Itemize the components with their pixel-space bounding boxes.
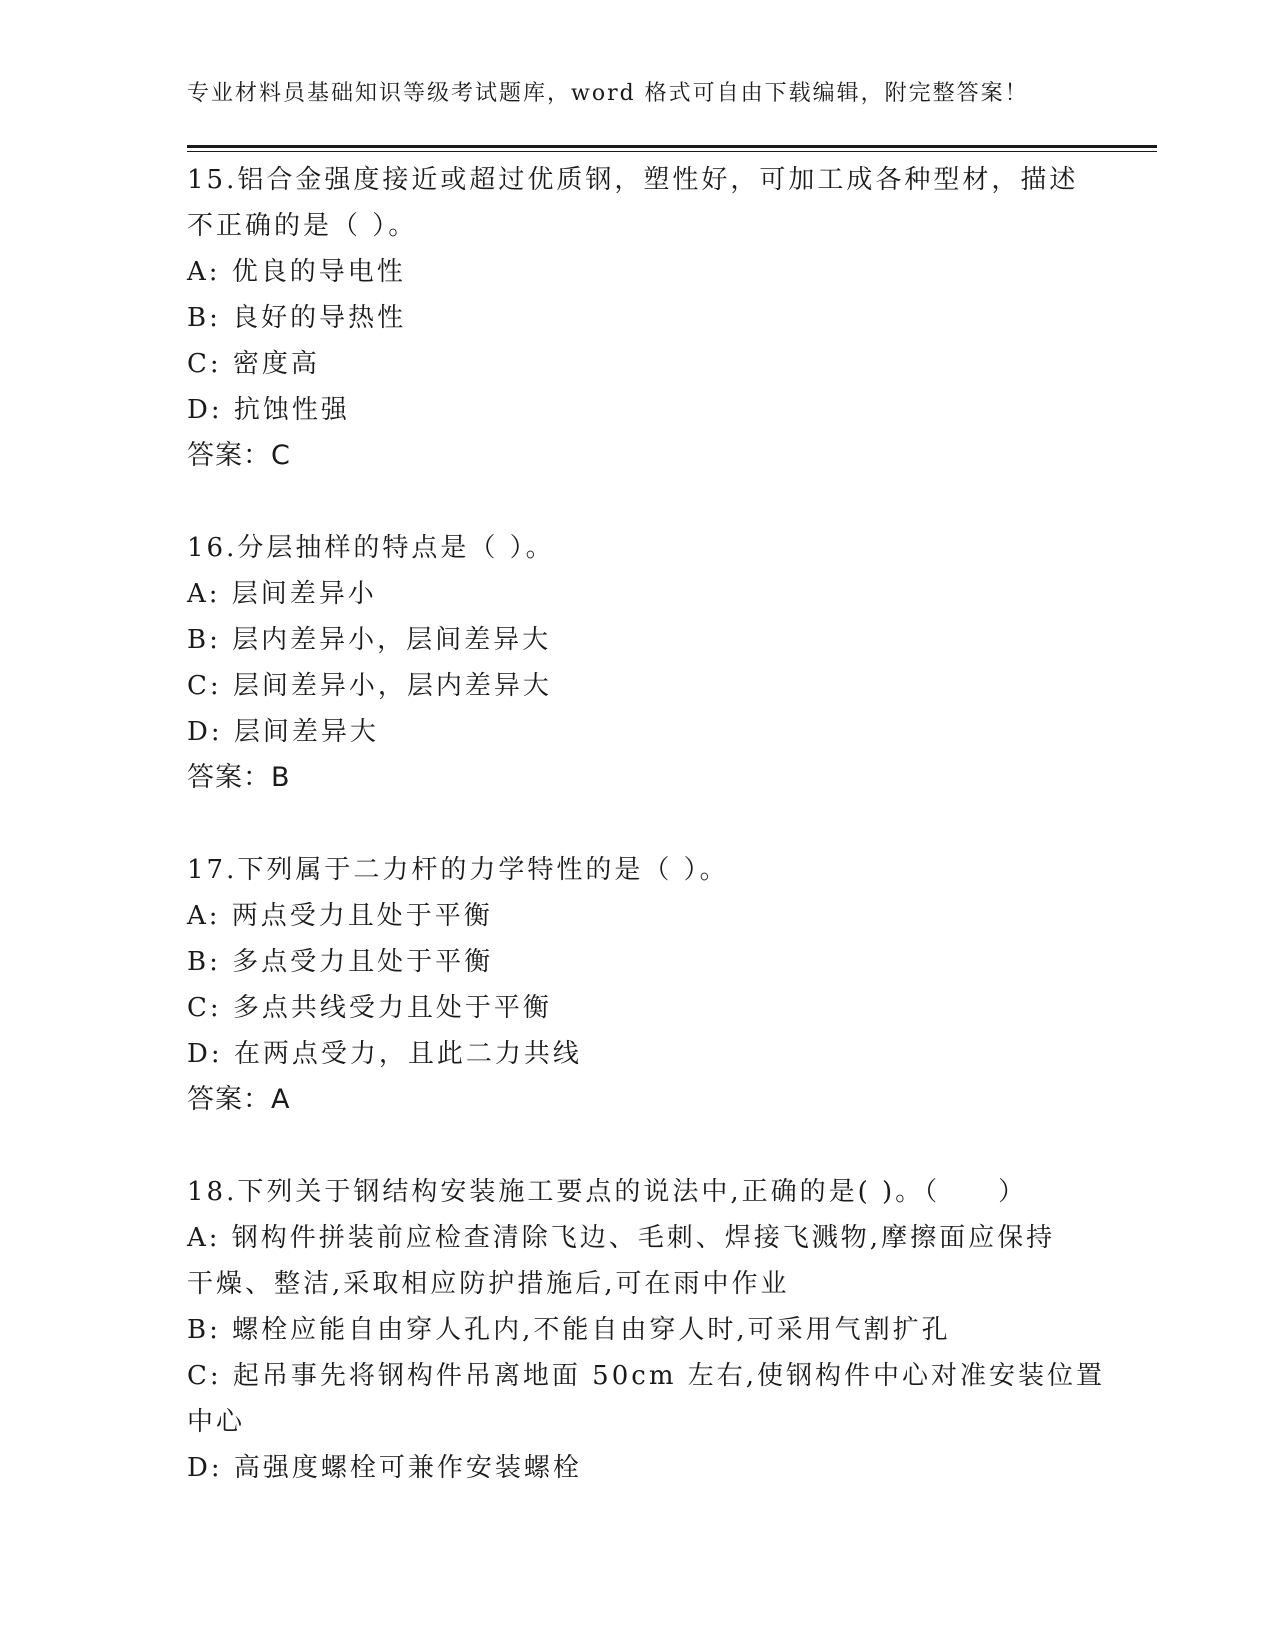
question-stem-line: 16.分层抽样的特点是（ ）。 <box>187 533 555 563</box>
question-15 <box>187 157 1087 479</box>
answer-line: 答案：A <box>187 1084 291 1115</box>
option-a: A: 层间差异小 <box>187 579 377 609</box>
option-d: D: 在两点受力，且此二力共线 <box>187 1039 582 1069</box>
option-a: A: 优良的导电性 <box>187 257 406 287</box>
question-16 <box>187 525 1087 801</box>
header-divider-thick <box>187 145 1157 148</box>
option-a: A: 两点受力且处于平衡 <box>187 901 493 931</box>
option-d: D: 高强度螺栓可兼作安装螺栓 <box>187 1453 582 1483</box>
question-stem-line: 18.下列关于钢结构安装施工要点的说法中,正确的是( )。（ ） <box>187 1177 1028 1207</box>
page-header: 专业材料员基础知识等级考试题库，word 格式可自由下载编辑，附完整答案！ <box>187 81 1029 106</box>
option-b: B: 层内差异小，层间差异大 <box>187 625 552 655</box>
option-d: D: 抗蚀性强 <box>187 395 350 425</box>
header-divider-thin <box>187 151 1157 152</box>
option-d: D: 层间差异大 <box>187 717 379 747</box>
option-b: B: 螺栓应能自由穿人孔内,不能自由穿人时,可采用气割扩孔 <box>187 1315 951 1345</box>
question-stem-line: 不正确的是（ ）。 <box>187 211 418 241</box>
option-c: C: 密度高 <box>187 349 320 379</box>
option-c: C: 起吊事先将钢构件吊离地面 50cm 左右,使钢构件中心对准安装位置 <box>187 1361 1106 1391</box>
question-18 <box>187 1169 1106 1491</box>
question-stem-line: 15.铝合金强度接近或超过优质钢，塑性好，可加工成各种型材，描述 <box>187 165 1079 195</box>
question-list <box>187 157 1106 1537</box>
question-stem-line: 17.下列属于二力杆的力学特性的是（ ）。 <box>187 855 729 885</box>
option-b: B: 多点受力且处于平衡 <box>187 947 494 977</box>
answer-line: 答案：B <box>187 762 291 793</box>
option-a: A: 钢构件拼装前应检查清除飞边、毛刺、焊接飞溅物,摩擦面应保持 <box>187 1223 1056 1253</box>
option-c: C: 层间差异小，层内差异大 <box>187 671 552 701</box>
option-c-continuation: 中心 <box>187 1407 246 1437</box>
option-c: C: 多点共线受力且处于平衡 <box>187 993 552 1023</box>
option-b: B: 良好的导热性 <box>187 303 407 333</box>
answer-line: 答案：C <box>187 440 291 471</box>
option-a-continuation: 干燥、整洁,采取相应防护措施后,可在雨中作业 <box>187 1269 790 1299</box>
question-17 <box>187 847 1087 1123</box>
